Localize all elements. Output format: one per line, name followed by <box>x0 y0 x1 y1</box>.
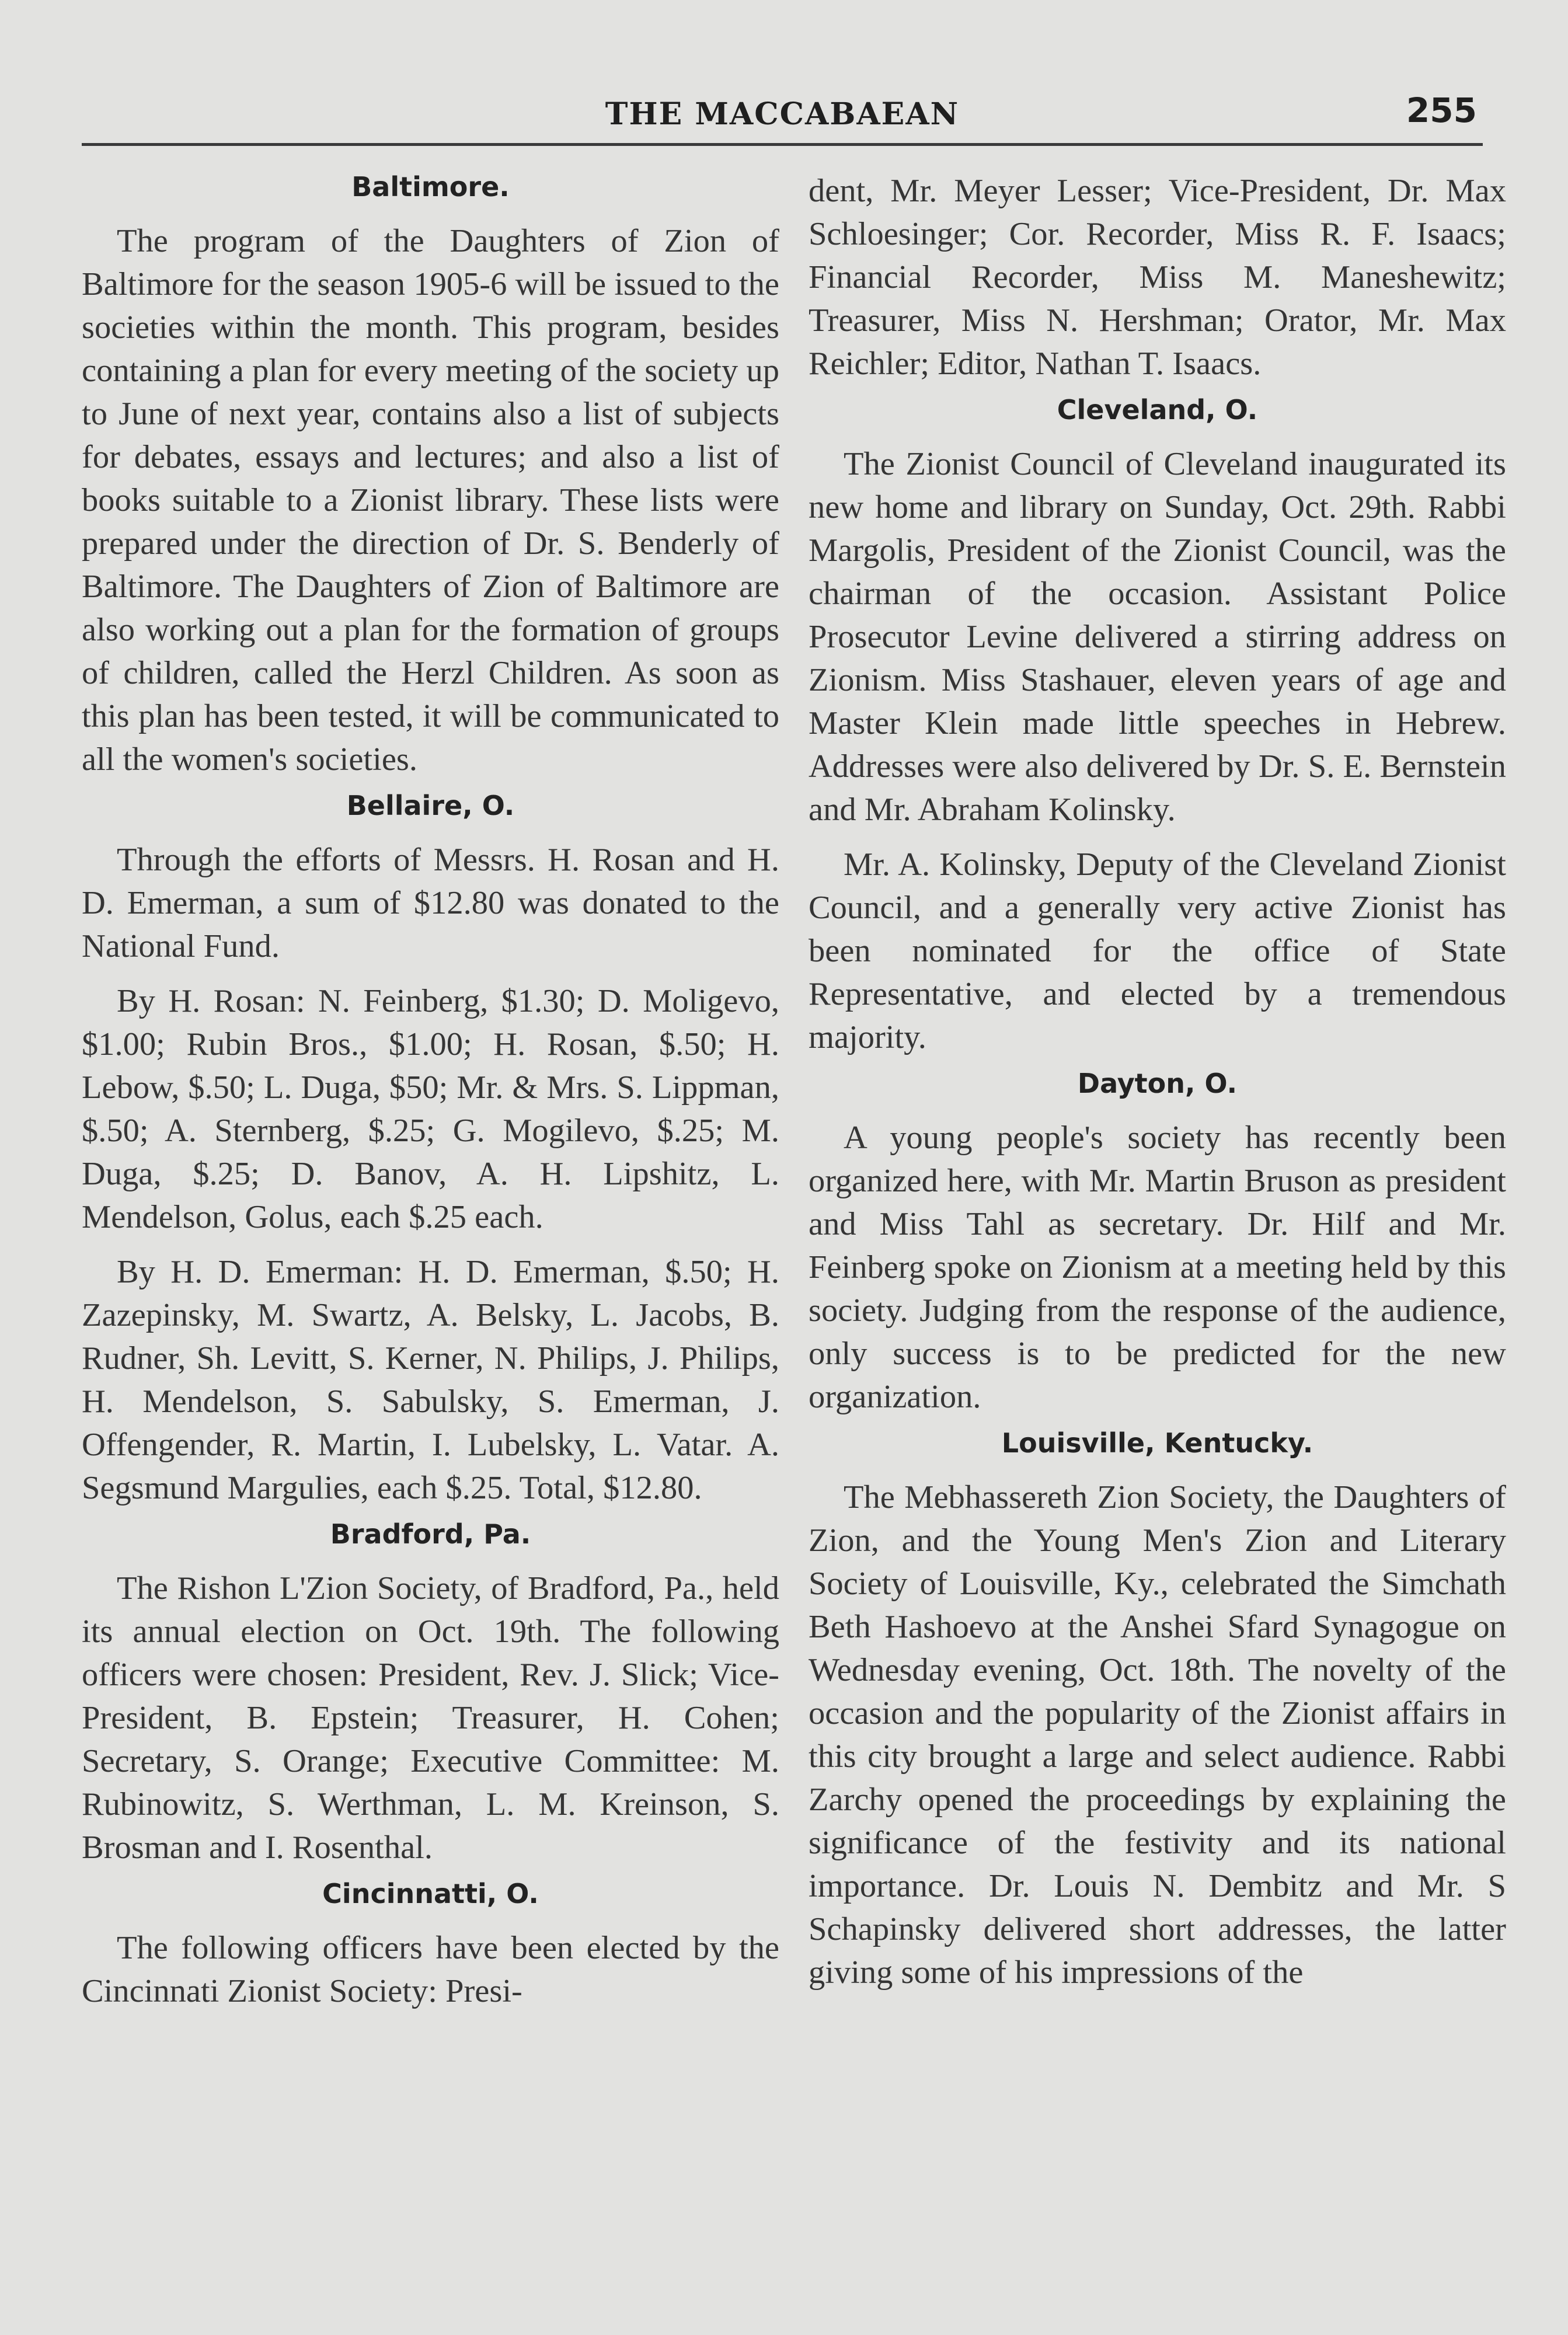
paragraph-dayton: A young people's society has recently been organized here, with Mr. Martin Bruson as president and Miss Tahl as secretary. Dr. Hilf and Mr. Feinberg spoke on Zionism at a meeting held by this society. Judging from the response of the audience, only success is to be predicted for the new organization. <box>809 1120 1506 1415</box>
section-heading-cleveland: Cleveland, O. <box>1057 394 1258 426</box>
paragraph-cleveland-1: The Zionist Council of Cleveland inaugurated its new home and library on Sunday, Oct. 29th. Rabbi Margolis, President of the Zionist Council, was the chairman of the occasion. Assistant Police Prosecutor Levine delivered a stirring address on Zionism. Miss Stashauer, eleven years of age and Master Klein made little speeches in Hebrew. Addresses were also delivered by Dr. S. E. Bernstein and Mr. Abraham Kolinsky. <box>809 446 1506 828</box>
section-heading-baltimore: Baltimore. <box>351 171 510 203</box>
page-number: 255 <box>1406 90 1477 130</box>
section-heading-bellaire: Bellaire, O. <box>346 790 515 821</box>
running-title: THE MACCABAEAN <box>605 96 960 132</box>
paragraph-louisville: The Mebhassereth Zion Society, the Daughters of Zion, and the Young Men's Zion and Literary Society of Louisville, Ky., celebrated the Simchath Beth Hashoevo at the Anshei Sfard Synagogue on Wednesday evening, Oct. 18th. The novelty of the occasion and the popularity of the Zionist affairs in this city brought a large and select audience. Rabbi Zarchy opened the proceedings by explaining the significance of the festivity and its national importance. Dr. Louis N. Dembitz and Mr. S Schapinsky delivered short addresses, the latter giving some of his impressions of the <box>809 1479 1506 1991</box>
section-heading-louisville: Louisville, Kentucky. <box>1001 1427 1313 1459</box>
paragraph-cincinnati: The following officers have been elected by the Cincinnati Zionist Society: Presi- <box>82 1930 779 2009</box>
page-header <box>82 90 1483 146</box>
paragraph-cincinnati-continued: dent, Mr. Meyer Lesser; Vice-President, Dr. Max Schloesinger; Cor. Recorder, Miss R. F. Isaacs; Financial Recorder, Miss M. Maneshewitz; Treasurer, Miss N. Hershman; Orator, Mr. Max Reichler; Editor, Nathan T. Isaacs. <box>809 173 1506 382</box>
paragraph-bellaire-1: Through the efforts of Messrs. H. Rosan and H. D. Emerman, a sum of $12.80 was donated to the National Fund. <box>82 842 779 964</box>
paragraph-cleveland-2: Mr. A. Kolinsky, Deputy of the Cleveland Zionist Council, and a generally very active Zionist has been nominated for the office of State Representative, and elected by a tremendous majority. <box>809 846 1506 1055</box>
paragraph-bellaire-3: By H. D. Emerman: H. D. Emerman, $.50; H. Zazepinsky, M. Swartz, A. Belsky, L. Jacobs, B. Rudner, Sh. Levitt, S. Kerner, N. Philips, J. Philips, H. Mendelson, S. Sabulsky, S. Emerman, J. Offengender, R. Martin, I. Lubelsky, L. Vatar. A. Segsmund Margulies, each $.25. Total, $12.80. <box>82 1254 779 1506</box>
section-heading-cincinnati: Cincinnatti, O. <box>322 1878 539 1909</box>
section-heading-dayton: Dayton, O. <box>1077 1068 1238 1099</box>
paragraph-bradford: The Rishon L'Zion Society, of Bradford, Pa., held its annual election on Oct. 19th. The following officers were chosen: President, Rev. J. Slick; Vice-President, B. Epstein; Treasurer, H. Cohen; Secretary, S. Orange; Executive Committee: M. Rubinowitz, S. Werthman, L. M. Kreinson, S. Brosman and I. Rosenthal. <box>82 1570 779 1866</box>
right-column <box>809 169 1506 1994</box>
section-heading-bradford: Bradford, Pa. <box>330 1518 531 1550</box>
paragraph-baltimore: The program of the Daughters of Zion of Baltimore for the season 1905-6 will be issued to the societies within the month. This program, besides containing a plan for every meeting of the society up to June of next year, contains also a list of subjects for debates, essays and lectures; and also a list of books suitable to a Zionist library. These lists were prepared under the direction of Dr. S. Benderly of Baltimore. The Daughters of Zion of Baltimore are also working out a plan for the formation of groups of children, called the Herzl Children. As soon as this plan has been tested, it will be communicated to all the women's societies. <box>82 223 779 778</box>
paragraph-bellaire-2: By H. Rosan: N. Feinberg, $1.30; D. Moligevo, $1.00; Rubin Bros., $1.00; H. Rosan, $.50; H. Lebow, $.50; L. Duga, $50; Mr. & Mrs. S. Lippman, $.50; A. Sternberg, $.25; G. Mogilevo, $.25; M. Duga, $.25; D. Banov, A. H. Lipshitz, L. Mendelson, Golus, each $.25 each. <box>82 983 779 1235</box>
left-column <box>82 169 779 2013</box>
